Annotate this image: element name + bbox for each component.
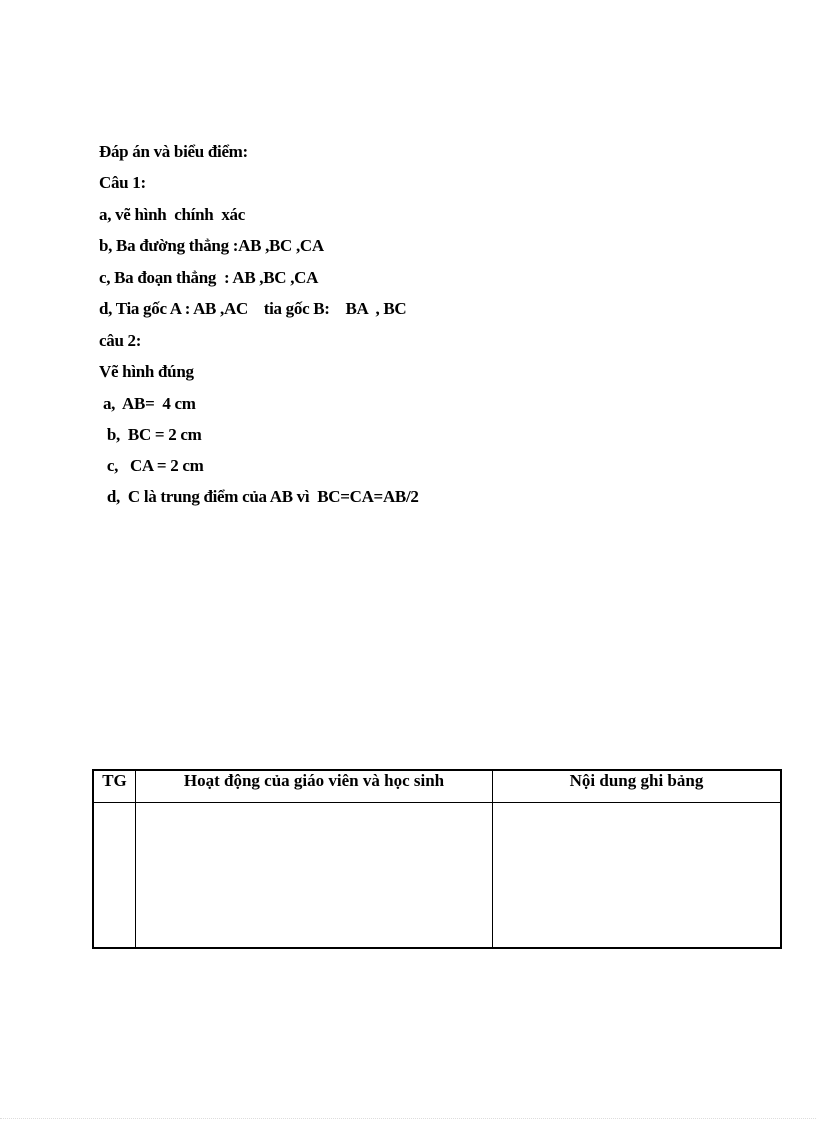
table-cell-tg bbox=[93, 802, 136, 948]
question-2-answer-a: a, AB= 4 cm bbox=[99, 394, 196, 413]
question-1-label: Câu 1: bbox=[99, 173, 146, 192]
header-activities: Hoạt động của giáo viên và học sinh bbox=[136, 770, 493, 802]
header-tg: TG bbox=[93, 770, 136, 802]
question-2-label: câu 2: bbox=[99, 331, 142, 350]
question-2-answer-d: d, C là trung điểm của AB vì BC=CA=AB/2 bbox=[99, 487, 419, 506]
question-1-answer-c: c, Ba đoạn thẳng : AB ,BC ,CA bbox=[99, 268, 319, 287]
page-bottom-divider bbox=[0, 1118, 816, 1120]
question-1-answer-a: a, vẽ hình chính xác bbox=[99, 205, 245, 224]
question-1-answer-d: d, Tia gốc A : AB ,AC tia gốc B: BA , BC bbox=[99, 299, 407, 318]
table-cell-board-content bbox=[493, 802, 782, 948]
table-header-row bbox=[93, 770, 781, 802]
table-cell-activities bbox=[136, 802, 493, 948]
question-2-draw: Vẽ hình đúng bbox=[99, 362, 194, 381]
header-board-content: Nội dung ghi bảng bbox=[493, 770, 782, 802]
question-2-answer-c: c, CA = 2 cm bbox=[99, 456, 204, 475]
question-1-answer-b: b, Ba đường thẳng :AB ,BC ,CA bbox=[99, 236, 324, 255]
question-2-answer-b: b, BC = 2 cm bbox=[99, 425, 202, 444]
answer-title: Đáp án và biểu điểm: bbox=[99, 142, 248, 161]
lesson-table bbox=[92, 769, 782, 949]
table-row bbox=[93, 802, 781, 948]
